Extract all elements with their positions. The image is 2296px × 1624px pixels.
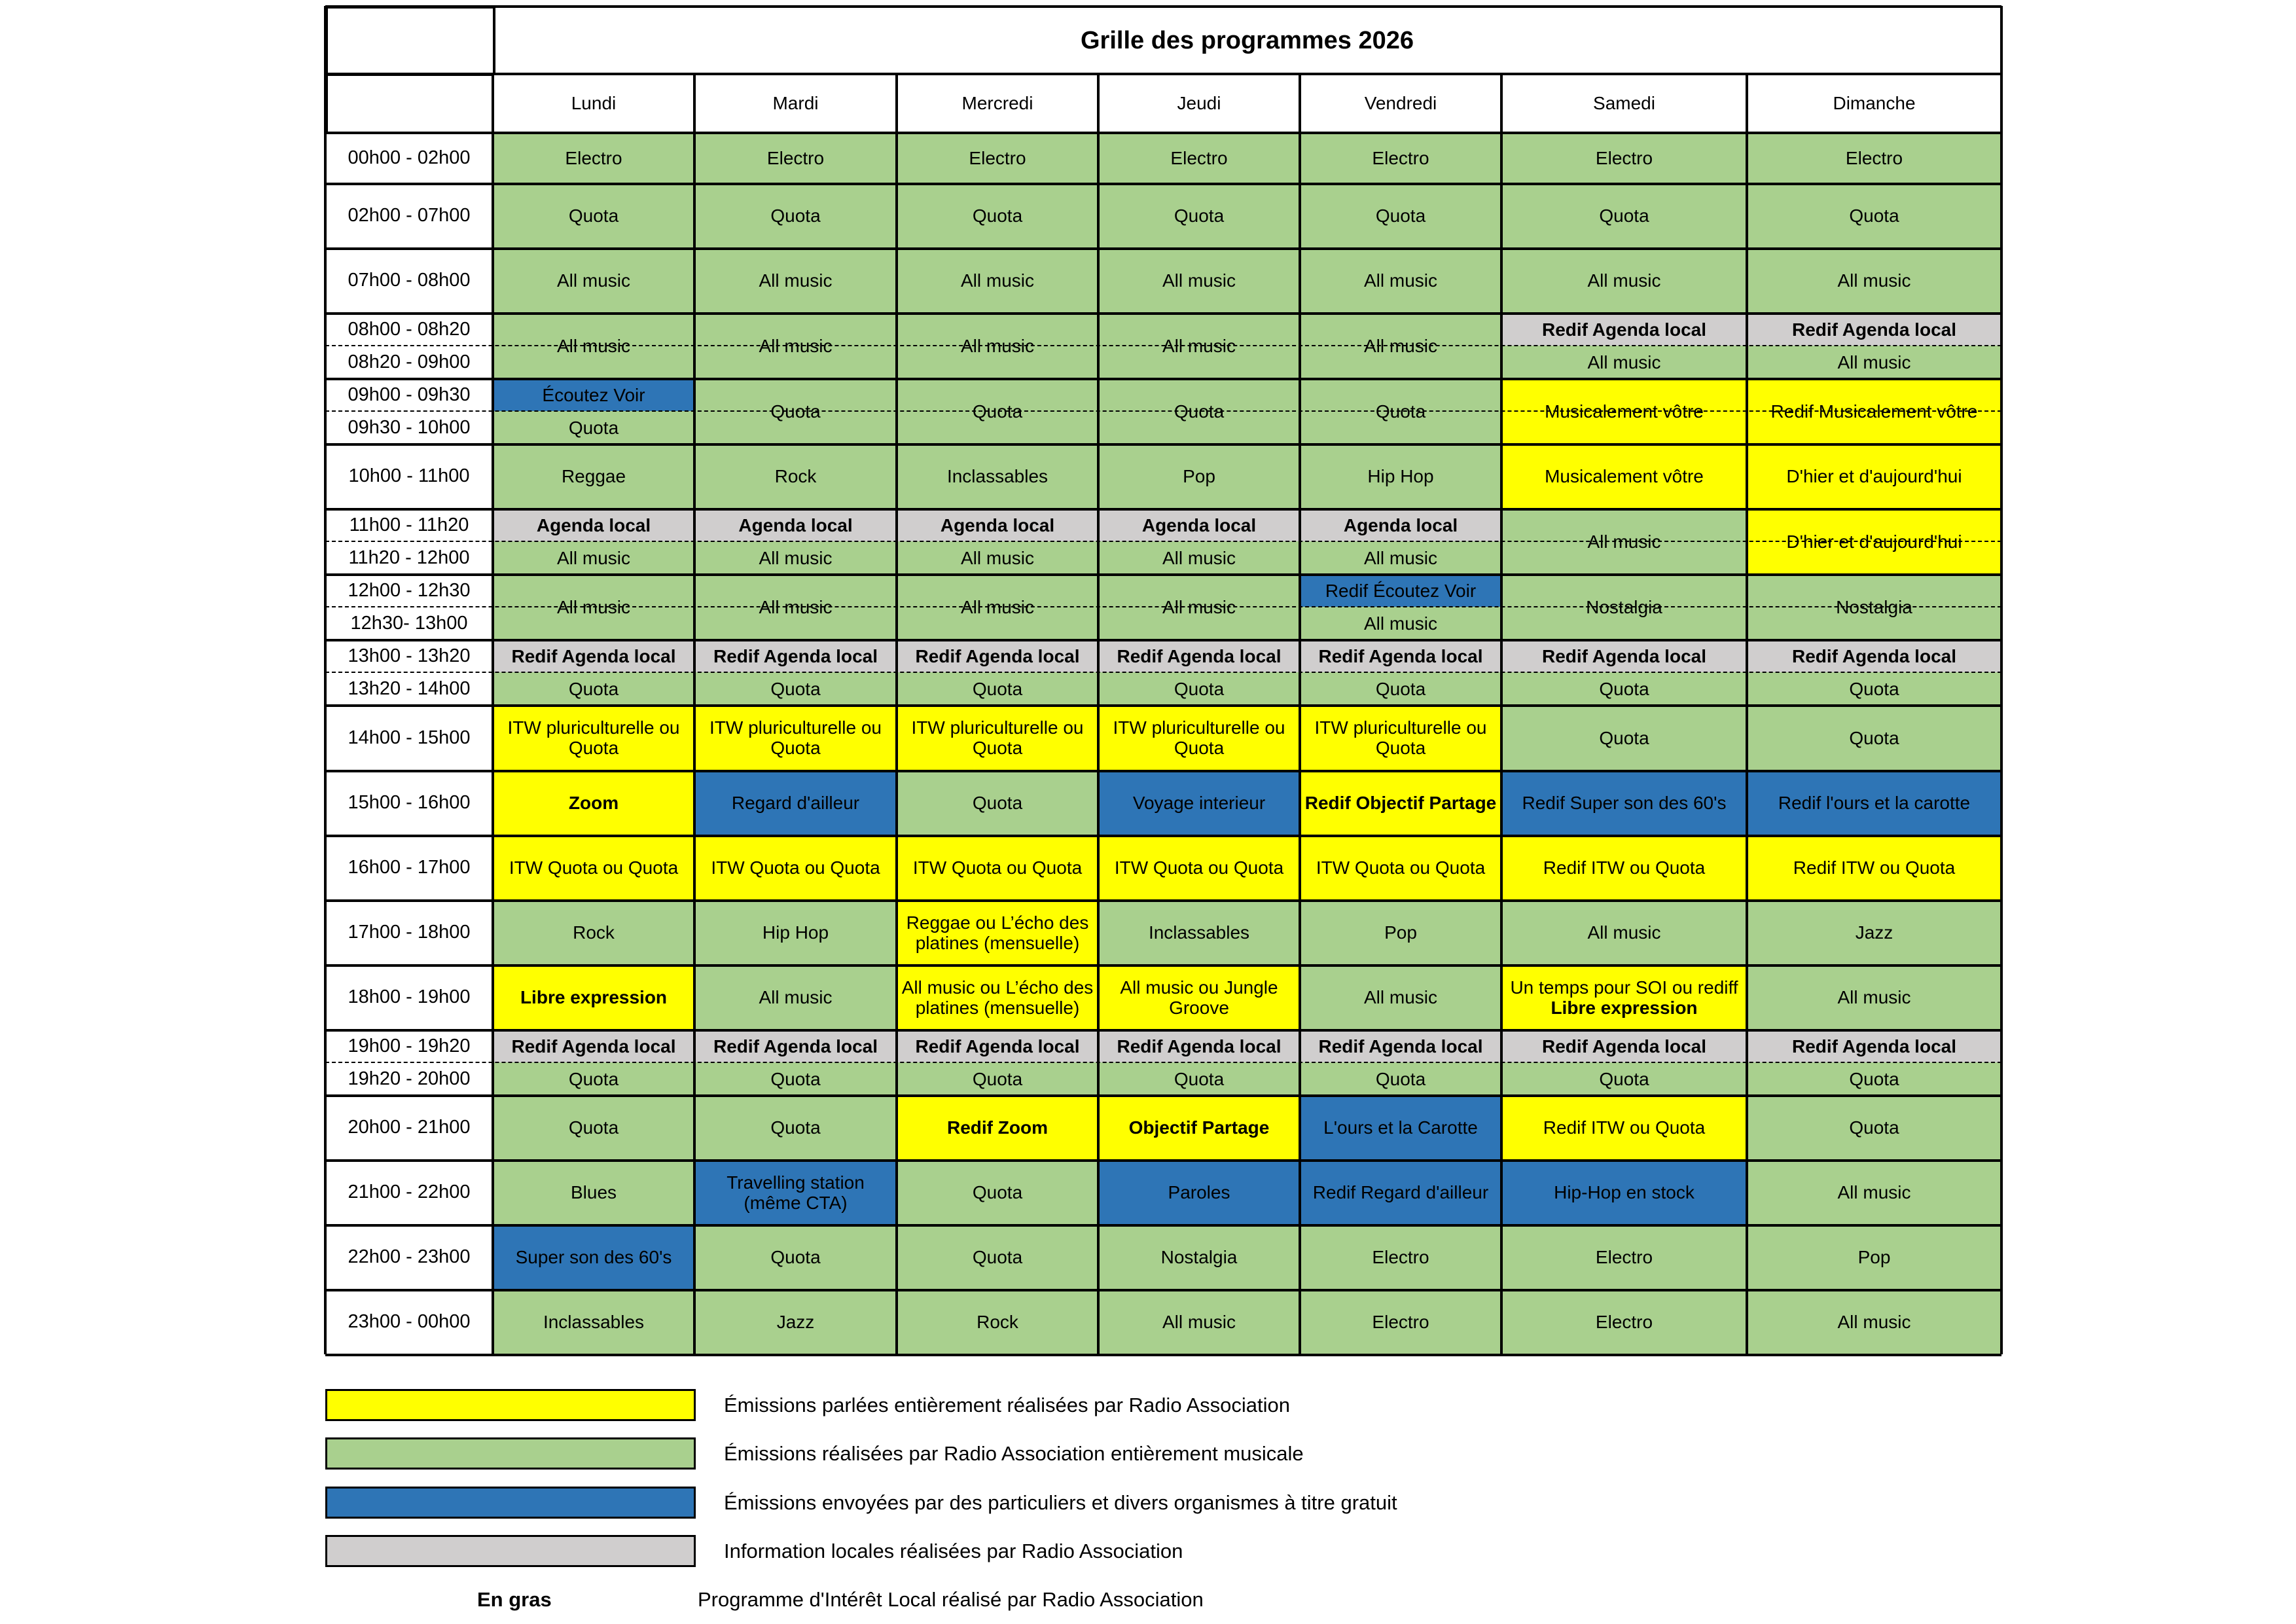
program-cell: All music: [694, 965, 897, 1030]
day-header: Vendredi: [1300, 73, 1501, 132]
program-cell: Redif ITW ou Quota: [1501, 1095, 1747, 1160]
time-slot-label: 18h00 - 19h00: [325, 965, 493, 1030]
program-cell: Quota: [694, 1062, 897, 1095]
program-cell: Agenda local: [897, 509, 1098, 541]
program-cell: All music: [1747, 1290, 2001, 1354]
program-cell: D'hier et d'aujourd'hui: [1747, 444, 2001, 509]
program-cell: ITW Quota ou Quota: [1098, 835, 1300, 900]
program-cell: All music: [694, 574, 897, 640]
program-cell: All music: [1098, 248, 1300, 313]
legend-label: Émissions envoyées par des particuliers et divers organismes à titre gratuit: [724, 1491, 1397, 1514]
program-cell: All music: [1300, 541, 1501, 574]
grid-line: [1746, 73, 1748, 1354]
grid-line: [325, 410, 2001, 412]
program-cell: All music: [1501, 346, 1747, 378]
grid-line: [325, 73, 2001, 75]
program-cell: Agenda local: [493, 509, 694, 541]
program-cell: Pop: [1300, 900, 1501, 965]
program-cell: Redif Agenda local: [1300, 1030, 1501, 1062]
program-cell: Agenda local: [1300, 509, 1501, 541]
program-cell: All music: [1747, 1160, 2001, 1225]
legend-swatch: [325, 1487, 696, 1519]
grid-line: [2000, 6, 2003, 1354]
program-cell: Redif Agenda local: [1747, 640, 2001, 672]
day-header: Dimanche: [1747, 73, 2001, 132]
program-cell: All music: [897, 248, 1098, 313]
grid-line: [325, 835, 2001, 837]
program-cell: All music: [1098, 1290, 1300, 1354]
grid-line: [325, 770, 2001, 772]
grid-line: [325, 639, 2001, 641]
time-slot-label: 13h00 - 13h20: [325, 640, 493, 672]
program-cell: Quota: [493, 183, 694, 248]
program-cell: Redif Regard d'ailleur: [1300, 1160, 1501, 1225]
program-cell: All music: [1501, 248, 1747, 313]
legend-label: Émissions parlées entièrement réalisées par Radio Association: [724, 1394, 1290, 1416]
program-cell: Quota: [1501, 183, 1747, 248]
program-cell: ITW Quota ou Quota: [1300, 835, 1501, 900]
program-cell: Redif Agenda local: [694, 1030, 897, 1062]
program-cell: All music: [493, 313, 694, 378]
program-cell: Electro: [694, 132, 897, 183]
program-cell: Quota: [1501, 705, 1747, 770]
program-cell: Redif Agenda local: [1501, 313, 1747, 346]
program-cell: Rock: [694, 444, 897, 509]
grid-line: [325, 1289, 2001, 1291]
program-cell: All music: [1300, 313, 1501, 378]
program-cell: Redif Agenda local: [694, 640, 897, 672]
time-slot-label: 23h00 - 00h00: [325, 1290, 493, 1354]
time-slot-label: 02h00 - 07h00: [325, 183, 493, 248]
program-cell: Electro: [1501, 132, 1747, 183]
program-cell: Quota: [1098, 1062, 1300, 1095]
time-slot-label: 00h00 - 02h00: [325, 132, 493, 183]
program-cell: Redif Agenda local: [1098, 1030, 1300, 1062]
program-cell: Écoutez Voir: [493, 378, 694, 411]
program-cell: Quota: [1747, 705, 2001, 770]
program-cell: Redif Agenda local: [493, 640, 694, 672]
program-cell: Redif Écoutez Voir: [1300, 574, 1501, 607]
program-cell: ITW pluriculturelle ou Quota: [1098, 705, 1300, 770]
program-cell: ITW pluriculturelle ou Quota: [897, 705, 1098, 770]
program-cell: Redif l'ours et la carotte: [1747, 770, 2001, 835]
day-header: Lundi: [493, 73, 694, 132]
program-cell: Paroles: [1098, 1160, 1300, 1225]
program-cell: All music: [1747, 346, 2001, 378]
program-cell: Redif Musicalement vôtre: [1747, 378, 2001, 444]
program-cell: All music: [1747, 248, 2001, 313]
program-cell: All music: [694, 541, 897, 574]
grid-line: [325, 1224, 2001, 1227]
page-title: Grille des programmes 2026: [1080, 27, 1414, 54]
program-cell: Quota: [694, 378, 897, 444]
time-slot-label: 09h30 - 10h00: [325, 411, 493, 444]
grid-line: [325, 443, 2001, 446]
program-cell: Electro: [1300, 132, 1501, 183]
program-cell: Quota: [897, 1062, 1098, 1095]
day-header: Mercredi: [897, 73, 1098, 132]
program-cell: [1501, 965, 1747, 1030]
program-cell: Redif ITW ou Quota: [1501, 835, 1747, 900]
program-label-bold: Libre expression: [1551, 997, 1698, 1018]
program-cell: Electro: [1501, 1290, 1747, 1354]
grid-line: [325, 541, 2001, 542]
program-cell: Quota: [897, 672, 1098, 705]
program-cell: All music ou Jungle Groove: [1098, 965, 1300, 1030]
program-cell: Redif Agenda local: [1747, 1030, 2001, 1062]
program-cell: Quota: [1300, 672, 1501, 705]
program-cell: Quota: [694, 183, 897, 248]
grid-line: [325, 378, 2001, 380]
program-cell: Musicalement vôtre: [1501, 444, 1747, 509]
time-slot-label: 09h00 - 09h30: [325, 378, 493, 411]
grid-line: [325, 1354, 2001, 1356]
grid-line: [325, 899, 2001, 902]
program-cell: Agenda local: [694, 509, 897, 541]
program-cell: Quota: [1300, 378, 1501, 444]
time-slot-label: 19h00 - 19h20: [325, 1030, 493, 1062]
program-cell: ITW pluriculturelle ou Quota: [694, 705, 897, 770]
grid-line: [325, 5, 2001, 8]
program-cell: Redif Super son des 60's: [1501, 770, 1747, 835]
program-cell: Redif Agenda local: [897, 640, 1098, 672]
program-cell: All music: [1501, 900, 1747, 965]
time-slot-label: 11h00 - 11h20: [325, 509, 493, 541]
grid-line: [325, 1062, 2001, 1063]
program-cell: Electro: [1501, 1225, 1747, 1290]
program-cell: ITW Quota ou Quota: [694, 835, 897, 900]
program-cell: Hip Hop: [694, 900, 897, 965]
program-cell: Redif Agenda local: [1501, 640, 1747, 672]
grid-line: [1500, 73, 1503, 1354]
time-slot-label: 15h00 - 16h00: [325, 770, 493, 835]
bold-note-key: En gras: [477, 1588, 552, 1611]
legend-swatch: [325, 1389, 696, 1421]
time-slot-label: 20h00 - 21h00: [325, 1095, 493, 1160]
program-cell: All music: [694, 248, 897, 313]
time-slot-label: 12h00 - 12h30: [325, 574, 493, 607]
program-cell: Hip Hop: [1300, 444, 1501, 509]
program-cell: Quota: [897, 1160, 1098, 1225]
program-cell: Inclassables: [897, 444, 1098, 509]
grid-line: [325, 183, 2001, 185]
program-cell: ITW pluriculturelle ou Quota: [1300, 705, 1501, 770]
program-cell: Reggae: [493, 444, 694, 509]
time-slot-label: 19h20 - 20h00: [325, 1062, 493, 1095]
grid-line: [1097, 73, 1100, 1354]
program-cell: Electro: [493, 132, 694, 183]
program-cell: Jazz: [1747, 900, 2001, 965]
program-cell: Pop: [1098, 444, 1300, 509]
time-slot-label: 08h20 - 09h00: [325, 346, 493, 378]
program-cell: Inclassables: [1098, 900, 1300, 965]
program-cell: Redif ITW ou Quota: [1747, 835, 2001, 900]
program-cell: Redif Agenda local: [897, 1030, 1098, 1062]
grid-line: [325, 312, 2001, 315]
program-cell: Agenda local: [1098, 509, 1300, 541]
program-cell: Rock: [493, 900, 694, 965]
program-cell: Redif Objectif Partage: [1300, 770, 1501, 835]
program-cell: Quota: [694, 1225, 897, 1290]
program-cell: ITW Quota ou Quota: [493, 835, 694, 900]
grid-line: [693, 73, 696, 1354]
program-cell: Nostalgia: [1501, 574, 1747, 640]
time-slot-label: 21h00 - 22h00: [325, 1160, 493, 1225]
program-cell: Electro: [897, 132, 1098, 183]
program-cell: Quota: [1501, 672, 1747, 705]
program-cell: Quota: [1098, 378, 1300, 444]
program-cell: All music: [897, 541, 1098, 574]
time-slot-label: 13h20 - 14h00: [325, 672, 493, 705]
day-header: Jeudi: [1098, 73, 1300, 132]
program-cell: ITW pluriculturelle ou Quota: [493, 705, 694, 770]
program-cell: All music: [694, 313, 897, 378]
program-cell: Blues: [493, 1160, 694, 1225]
legend-swatch: [325, 1535, 696, 1567]
program-cell: Quota: [493, 1062, 694, 1095]
grid-line: [492, 73, 494, 1354]
program-cell: Quota: [897, 378, 1098, 444]
grid-line: [325, 508, 2001, 511]
program-cell: Redif Agenda local: [1300, 640, 1501, 672]
day-header: Mardi: [694, 73, 897, 132]
program-cell: All music: [1300, 607, 1501, 640]
time-slot-label: 14h00 - 15h00: [325, 705, 493, 770]
program-cell: Electro: [1300, 1290, 1501, 1354]
grid-corner-header: [325, 73, 495, 135]
program-cell: Electro: [1747, 132, 2001, 183]
program-cell: Quota: [1098, 183, 1300, 248]
program-cell: Redif Agenda local: [493, 1030, 694, 1062]
program-cell: Quota: [1300, 183, 1501, 248]
program-cell: L'ours et la Carotte: [1300, 1095, 1501, 1160]
program-cell: Rock: [897, 1290, 1098, 1354]
program-cell: All music: [1747, 965, 2001, 1030]
program-cell: Quota: [1747, 1095, 2001, 1160]
program-cell: All music: [897, 313, 1098, 378]
program-cell: Quota: [1098, 672, 1300, 705]
program-cell: All music: [493, 574, 694, 640]
program-cell: Quota: [493, 1095, 694, 1160]
program-cell: Quota: [694, 672, 897, 705]
program-cell: Nostalgia: [1098, 1225, 1300, 1290]
program-cell: Objectif Partage: [1098, 1095, 1300, 1160]
program-cell: Nostalgia: [1747, 574, 2001, 640]
grid-line: [325, 1159, 2001, 1162]
program-cell: Hip-Hop en stock: [1501, 1160, 1747, 1225]
time-slot-label: 16h00 - 17h00: [325, 835, 493, 900]
grid-line: [325, 1029, 2001, 1032]
program-cell: Voyage interieur: [1098, 770, 1300, 835]
grid-line: [325, 132, 2001, 134]
program-cell: Quota: [1300, 1062, 1501, 1095]
program-cell: Jazz: [694, 1290, 897, 1354]
program-cell: Super son des 60's: [493, 1225, 694, 1290]
program-cell: All music: [1098, 313, 1300, 378]
time-slot-label: 10h00 - 11h00: [325, 444, 493, 509]
program-cell: Quota: [1501, 1062, 1747, 1095]
time-slot-label: 11h20 - 12h00: [325, 541, 493, 574]
program-cell: Quota: [493, 411, 694, 444]
legend-label: Information locales réalisées par Radio Association: [724, 1540, 1183, 1562]
program-cell: Quota: [897, 770, 1098, 835]
program-cell: Quota: [493, 672, 694, 705]
program-cell: Electro: [1300, 1225, 1501, 1290]
grid-line: [325, 704, 2001, 707]
program-cell: All music: [1098, 541, 1300, 574]
grid-line: [325, 606, 2001, 607]
legend-label: Émissions réalisées par Radio Association entièrement musicale: [724, 1442, 1304, 1465]
program-cell: Pop: [1747, 1225, 2001, 1290]
grid-line: [325, 345, 2001, 346]
program-cell: All music: [1501, 509, 1747, 574]
program-cell: Redif Zoom: [897, 1095, 1098, 1160]
program-label: Un temps pour SOI ou rediff: [1510, 977, 1738, 998]
time-slot-label: 12h30- 13h00: [325, 607, 493, 640]
program-cell: Redif Agenda local: [1501, 1030, 1747, 1062]
program-cell: Quota: [1747, 1062, 2001, 1095]
program-cell: All music: [897, 574, 1098, 640]
day-header: Samedi: [1501, 73, 1747, 132]
program-cell: D'hier et d'aujourd'hui: [1747, 509, 2001, 574]
program-cell: Musicalement vôtre: [1501, 378, 1747, 444]
program-cell: Redif Agenda local: [1098, 640, 1300, 672]
grid-line: [895, 73, 898, 1354]
program-cell: Quota: [897, 1225, 1098, 1290]
program-cell: Zoom: [493, 770, 694, 835]
program-cell: All music: [493, 541, 694, 574]
grid-line: [325, 1094, 2001, 1097]
program-cell: All music ou L’écho des platines (mensuelle): [897, 965, 1098, 1030]
grid-line: [325, 573, 2001, 576]
time-slot-label: 22h00 - 23h00: [325, 1225, 493, 1290]
program-cell: Travelling station (même CTA): [694, 1160, 897, 1225]
program-cell: All music: [1300, 965, 1501, 1030]
time-slot-label: 08h00 - 08h20: [325, 313, 493, 346]
program-cell: Redif Agenda local: [1747, 313, 2001, 346]
program-cell: All music: [1300, 248, 1501, 313]
grid-line: [324, 6, 327, 1354]
bold-note-label: Programme d'Intérêt Local réalisé par Radio Association: [698, 1588, 1204, 1611]
program-cell: Reggae ou L’écho des platines (mensuelle): [897, 900, 1098, 965]
program-cell: Quota: [897, 183, 1098, 248]
grid-line: [325, 247, 2001, 250]
grid-line: [325, 672, 2001, 673]
grid-corner-title: [325, 6, 495, 76]
time-slot-label: 07h00 - 08h00: [325, 248, 493, 313]
program-cell: All music: [493, 248, 694, 313]
program-cell: Regard d'ailleur: [694, 770, 897, 835]
program-grid: [325, 6, 2001, 1361]
program-cell: Quota: [1747, 183, 2001, 248]
program-cell: Libre expression: [493, 965, 694, 1030]
grid-line: [325, 964, 2001, 967]
program-cell: Electro: [1098, 132, 1300, 183]
legend-swatch: [325, 1437, 696, 1470]
program-cell: Quota: [1747, 672, 2001, 705]
time-slot-label: 17h00 - 18h00: [325, 900, 493, 965]
program-cell: Inclassables: [493, 1290, 694, 1354]
program-cell: Quota: [694, 1095, 897, 1160]
program-cell: All music: [1098, 574, 1300, 640]
program-cell: ITW Quota ou Quota: [897, 835, 1098, 900]
grid-line: [1299, 73, 1301, 1354]
